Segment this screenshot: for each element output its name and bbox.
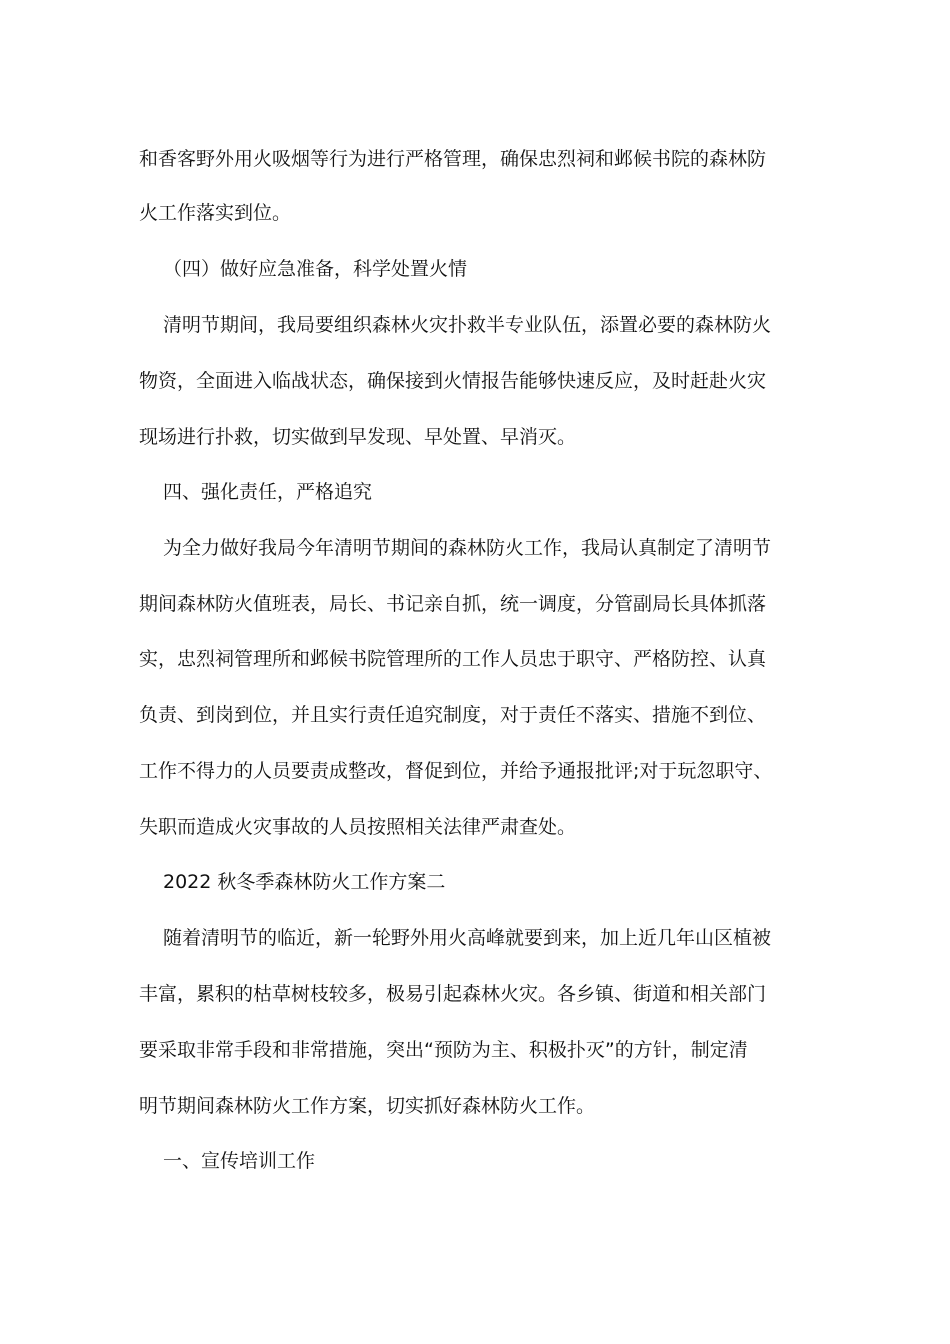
paragraph-line: 丰富，累积的枯草树枝较多，极易引起森林火灾。各乡镇、街道和相关部门	[139, 983, 767, 1005]
paragraph-line: 现场进行扑救，切实做到早发现、早处置、早消灭。	[139, 426, 577, 448]
section-heading: 四、强化责任，严格追究	[163, 481, 373, 503]
section-heading: 一、宣传培训工作	[163, 1150, 316, 1172]
paragraph-line: 火工作落实到位。	[139, 202, 292, 224]
paragraph-line: 失职而造成火灾事故的人员按照相关法律严肃查处。	[139, 816, 577, 838]
paragraph-line: 清明节期间，我局要组织森林火灾扑救半专业队伍，添置必要的森林防火	[163, 314, 772, 336]
paragraph-line: 负责、到岗到位，并且实行责任追究制度，对于责任不落实、措施不到位、	[139, 704, 767, 726]
paragraph-line: 和香客野外用火吸烟等行为进行严格管理，确保忠烈祠和邺候书院的森林防	[139, 148, 767, 170]
section-heading: （四）做好应急准备，科学处置火情	[163, 258, 468, 280]
document-subtitle: 2022 秋冬季森林防火工作方案二	[163, 871, 446, 893]
paragraph-line: 要采取非常手段和非常措施，突出“预防为主、积极扑灭”的方针，制定清	[139, 1039, 748, 1061]
paragraph-line: 为全力做好我局今年清明节期间的森林防火工作，我局认真制定了清明节	[163, 537, 772, 559]
paragraph-line: 物资，全面进入临战状态，确保接到火情报告能够快速反应，及时赶赴火灾	[139, 370, 767, 392]
paragraph-line: 明节期间森林防火工作方案，切实抓好森林防火工作。	[139, 1095, 596, 1117]
paragraph-line: 随着清明节的临近，新一轮野外用火高峰就要到来，加上近几年山区植被	[163, 927, 772, 949]
paragraph-line: 实，忠烈祠管理所和邺候书院管理所的工作人员忠于职守、严格防控、认真	[139, 648, 767, 670]
paragraph-line: 工作不得力的人员要责成整改，督促到位，并给予通报批评;对于玩忽职守、	[139, 760, 773, 782]
paragraph-line: 期间森林防火值班表，局长、书记亲自抓，统一调度，分管副局长具体抓落	[139, 593, 767, 615]
